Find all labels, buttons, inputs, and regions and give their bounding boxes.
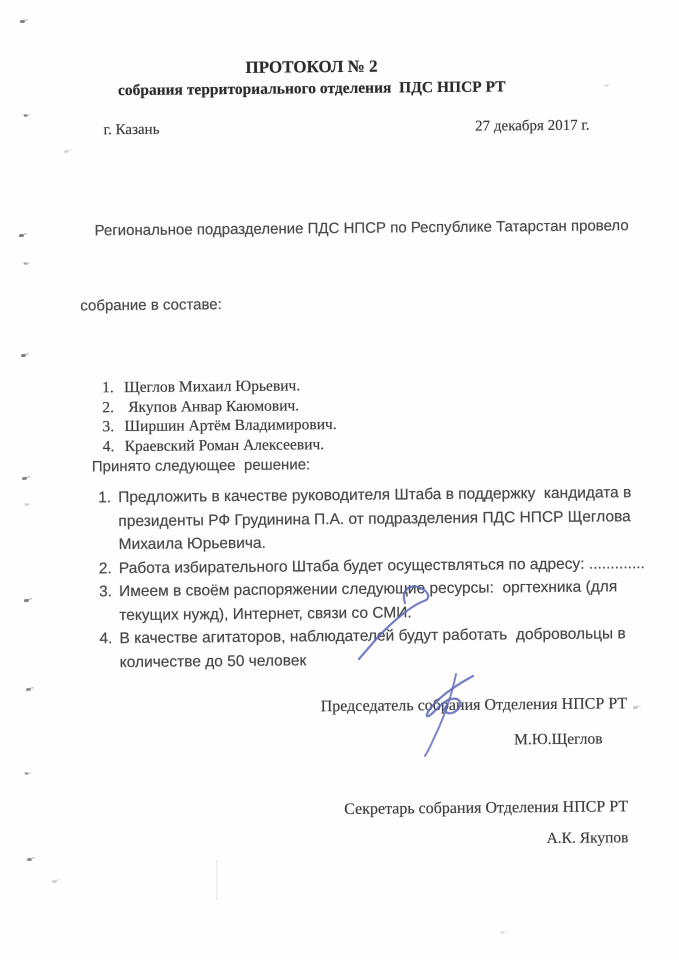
decisions-list (98, 481, 645, 674)
document-date: 27 декабря 2017 г. (475, 117, 590, 135)
intro-paragraph (79, 163, 629, 368)
dateline (79, 115, 622, 140)
decision-2-line-1: Работа избирательного Штаба будет осуществляться по адресу: ............. (118, 554, 645, 577)
attendees-list (102, 373, 625, 456)
decision-4-line-1: В качестве агитаторов, наблюдателей будут работать добровольцы в (119, 625, 626, 648)
chairman-name: М.Ю.Щеглов (514, 730, 603, 749)
decision-item-1 (98, 481, 632, 557)
decision-3-line-1: Имеем в своём распоряжении следующие ресурсы: оргтехника (для (118, 578, 618, 601)
decision-1-line-1: Предложить в качестве руководителя Штаба в поддержку кандидата в (118, 484, 632, 507)
document-title: ПРОТОКОЛ № 2 (245, 56, 378, 77)
intro-line-1: Региональное подразделение ПДС НПСР по Республике Татарстан провело (94, 217, 629, 240)
scan-noise-speck (24, 772, 28, 775)
decision-1-line-3: Михаила Юрьевича. (118, 534, 266, 554)
secretary-role-line: Секретарь собрания Отделения НПСР РТ (344, 798, 629, 818)
title-block (78, 54, 545, 102)
document-city: г. Казань (103, 121, 160, 139)
scan-noise-speck (604, 84, 608, 87)
resolution-heading: Принято следующее решение: (91, 456, 311, 476)
intro-line-2: собрание в составе: (80, 296, 222, 315)
decision-item-4 (99, 622, 626, 674)
secretary-name: А.К. Якупов (546, 829, 629, 848)
attendee-item-4: Краевский Роман Алексеевич. (124, 435, 325, 455)
decision-item-3 (99, 575, 626, 627)
attendee-item-1: Щеглов Михаил Юрьевич. (124, 377, 301, 397)
attendee-item-3: Ширшин Артём Владимирович. (124, 416, 337, 436)
scan-streak (216, 860, 218, 900)
decision-1-line-2: президенты РФ Грудинина П.А. от подразделения ПДС НПСР Щеглова (118, 507, 631, 530)
chairman-role-line: Председатель собрания Отделения НПСР РТ (320, 695, 628, 716)
scan-noise-speck (24, 503, 28, 506)
document-subtitle: собрания территориального отделения ПДС НПСР РТ (117, 78, 506, 100)
attendee-item-2: Якупов Анвар Каюмович. (124, 396, 300, 416)
decision-3-line-2: текущих нужд), Интернет, связи со СМИ. (119, 603, 412, 624)
decision-4-line-2: количестве до 50 человек (119, 651, 307, 671)
signature-section (84, 693, 628, 853)
scan-noise-speck (23, 114, 27, 117)
scan-noise-speck (23, 262, 27, 265)
